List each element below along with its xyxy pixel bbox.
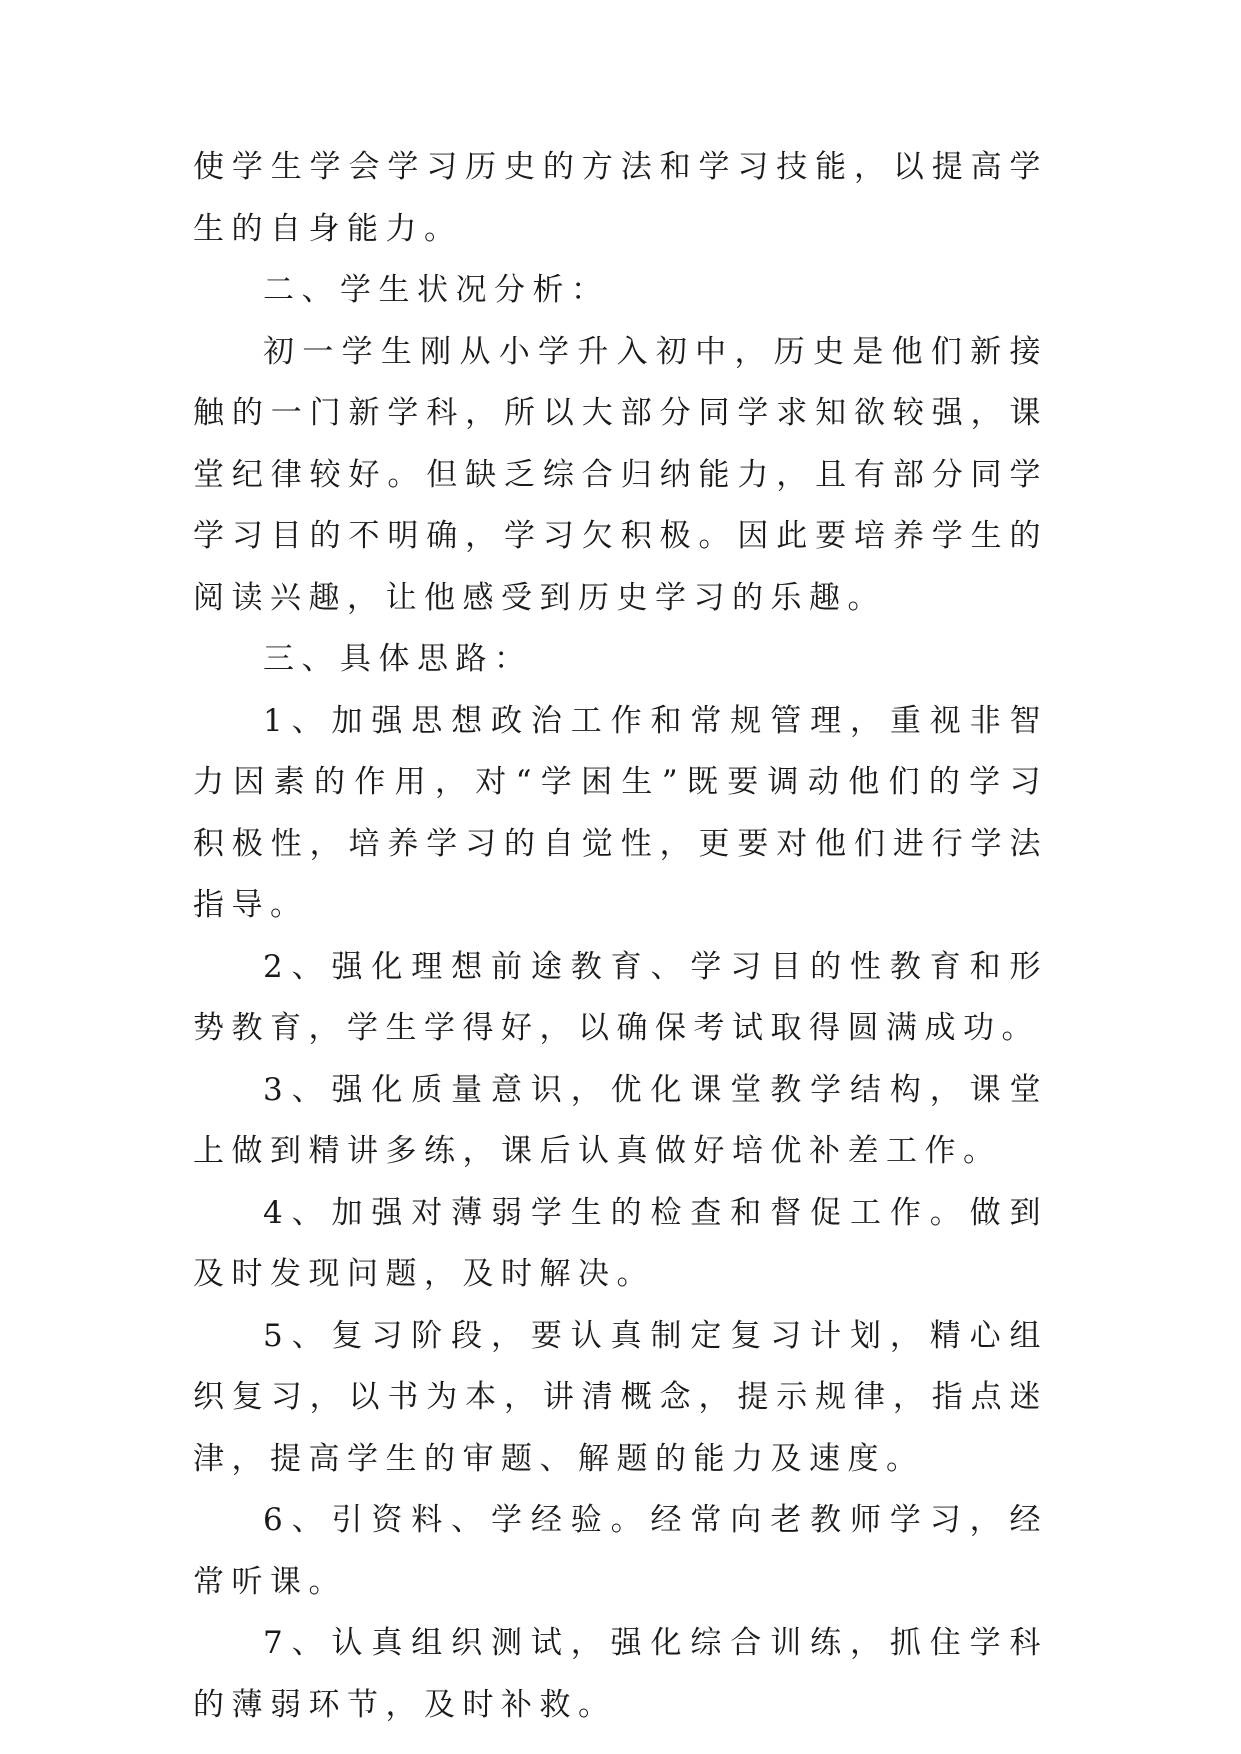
list-item-3: 3、强化质量意识，优化课堂教学结构，课堂上做到精讲多练，课后认真做好培优补差工作。 [193,1071,1048,1169]
body-paragraph-continued: 使学生学会学习历史的方法和学习技能，以提高学生的自身能力。 [193,149,1048,247]
list-item-7: 7、认真组织测试，强化综合训练，抓住学科的薄弱环节，及时补救。 [193,1625,1048,1723]
list-item-4: 4、加强对薄弱学生的检查和督促工作。做到及时发现问题，及时解决。 [193,1194,1048,1292]
section-heading-specific-ideas: 三、具体思路： [263,641,533,677]
list-item-1: 1、加强思想政治工作和常规管理，重视非智力因素的作用，对“学困生”既要调动他们的学习积极性，培养学习的自觉性，更要对他们进行学法指导。 [193,702,1048,923]
body-paragraph-student-analysis: 初一学生刚从小学升入初中，历史是他们新接触的一门新学科，所以大部分同学求知欲较强，课堂纪律较好。但缺乏综合归纳能力，且有部分同学学习目的不明确，学习欠积极。因此要培养学生的阅读兴趣，让他感受到历史学习的乐趣。 [193,333,1048,616]
list-item-6: 6、引资料、学经验。经常向老教师学习，经常听课。 [193,1502,1048,1600]
list-item-2: 2、强化理想前途教育、学习目的性教育和形势教育，学生学得好，以确保考试取得圆满成功。 [193,948,1048,1046]
list-item-5: 5、复习阶段，要认真制定复习计划，精心组织复习，以书为本，讲清概念，提示规律，指点迷津，提高学生的审题、解题的能力及速度。 [193,1317,1048,1477]
document-body [193,137,1048,1736]
section-heading-student-analysis: 二、学生状况分析： [263,272,610,308]
